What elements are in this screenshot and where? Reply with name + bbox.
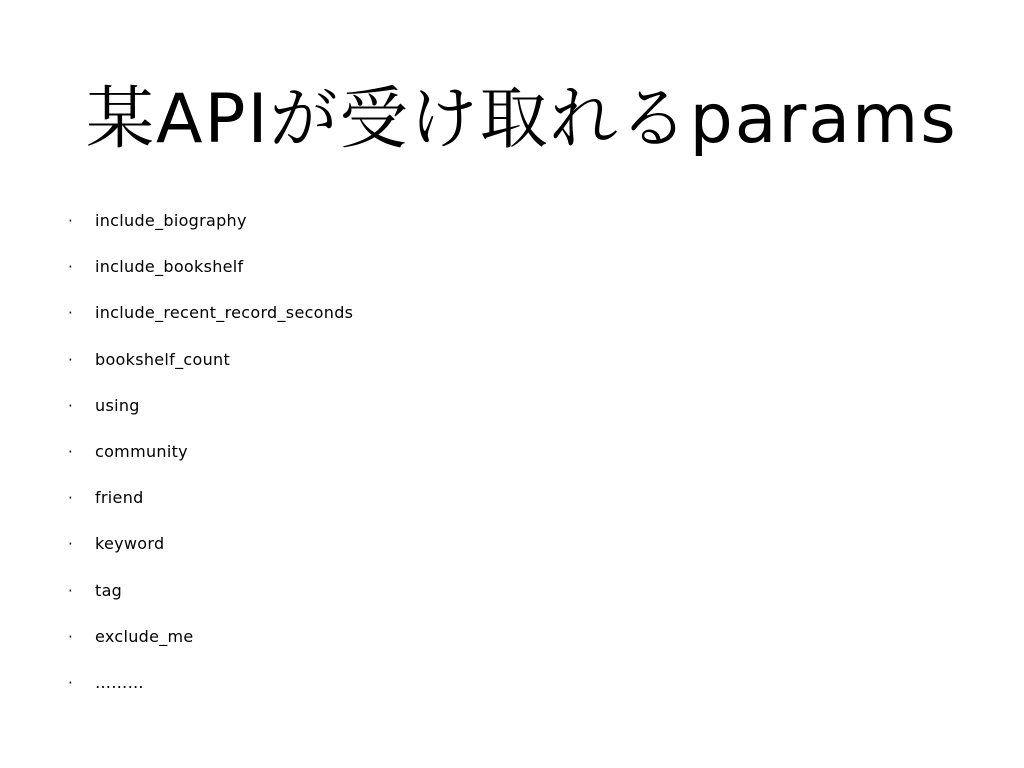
bullet-icon: · — [68, 489, 73, 508]
list-item — [68, 206, 353, 252]
list-item — [68, 252, 353, 298]
bullet-icon: · — [68, 258, 73, 277]
param-name: include_biography — [95, 211, 247, 230]
bullet-icon: · — [68, 442, 73, 461]
slide-title: 某APIが受け取れるparams — [86, 80, 958, 159]
list-item — [68, 345, 353, 391]
ellipsis-text: ……… — [95, 672, 144, 692]
param-name: using — [95, 395, 140, 415]
param-name: include_bookshelf — [95, 257, 244, 277]
list-item — [68, 622, 353, 668]
bullet-icon: · — [68, 673, 73, 692]
list-item — [68, 437, 353, 483]
param-name: tag — [95, 580, 123, 600]
list-item — [68, 576, 353, 622]
bullet-icon: · — [68, 396, 73, 415]
param-name: friend — [95, 488, 144, 508]
list-item — [68, 391, 353, 437]
param-name: community — [95, 441, 188, 461]
bullet-icon: · — [68, 212, 73, 230]
param-name: exclude_me — [95, 626, 194, 646]
bullet-icon: · — [68, 581, 73, 600]
list-item — [68, 298, 353, 344]
list-item — [68, 529, 353, 575]
bullet-icon: · — [68, 535, 73, 554]
bullet-icon: · — [68, 627, 73, 646]
bullet-icon: · — [68, 350, 73, 369]
param-name: keyword — [95, 534, 165, 554]
param-name: bookshelf_count — [95, 349, 231, 369]
list-item — [68, 483, 353, 529]
bullet-icon: · — [68, 304, 73, 323]
param-list — [68, 206, 353, 714]
list-item — [68, 668, 353, 714]
param-name: include_recent_record_seconds — [95, 303, 354, 323]
